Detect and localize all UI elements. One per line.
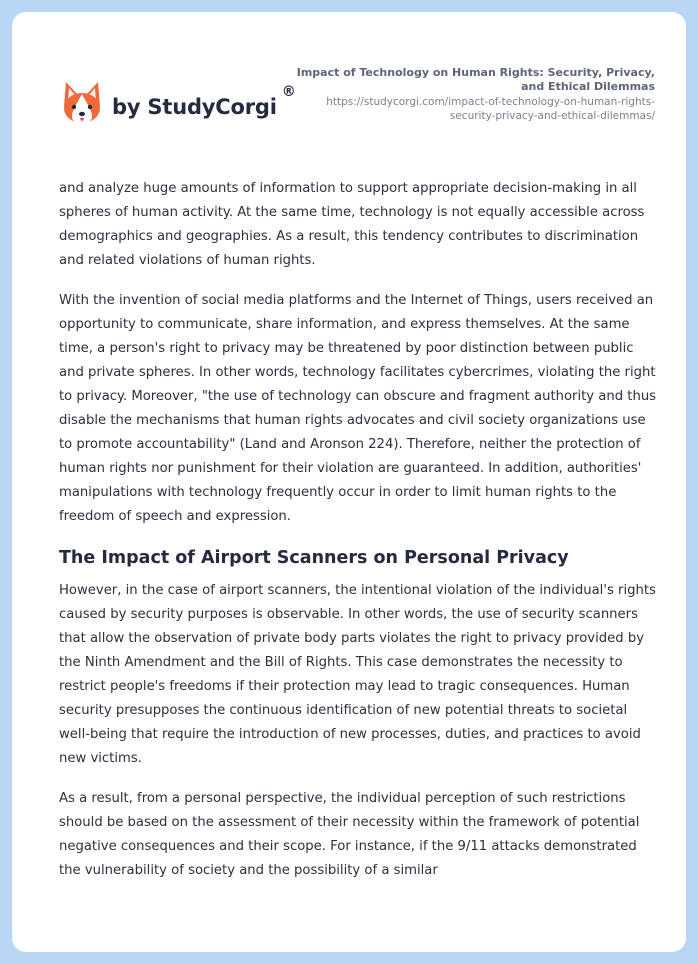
- paragraph: As a result, from a personal perspective, the individual perception of such restrictions should be based on the assessment of their necessity within the framework of potential negative consequences and their scope. For instance, if the 9/11 attacks demonstrated the vulnerability of society and the possibility of a similar: [59, 791, 640, 878]
- document-header-meta: [295, 66, 655, 123]
- paragraph: However, in the case of airport scanners, the intentional violation of the individual's rights caused by security purposes is observable. In other words, the use of security scanners that allow the observation of private body parts violates the right to privacy provided by the Ninth Amendment and the Bill of Rights. This case demonstrates the necessity to restrict people's freedoms if their protection may lead to tragic consequences. Human security presupposes the continuous identification of new potential threats to societal well-being that require the introduction of new processes, duties, and practices to avoid new victims.: [59, 583, 656, 766]
- document-url[interactable]: https://studycorgi.com/impact-of-technology-on-human-rights-security-privacy-and-ethical-dilemmas/: [326, 96, 655, 122]
- section-heading: The Impact of Airport Scanners on Personal Privacy: [59, 548, 569, 568]
- document-body: [59, 177, 659, 899]
- studycorgi-logo[interactable]: [60, 76, 296, 132]
- document-title: Impact of Technology on Human Rights: Security, Privacy, and Ethical Dilemmas: [296, 66, 655, 93]
- corgi-logo-icon: [60, 80, 104, 128]
- paragraph: With the invention of social media platforms and the Internet of Things, users received an opportunity to communicate, share information, and express themselves. At the same time, a person's right to privacy may be threatened by poor distinction between public and private spheres. In other words, technology facilitates cybercrimes, violating the right to privacy. Moreover, "the use of technology can obscure and fragment authority and thus disable the mechanisms that human rights advocates and civil society organizations use to promote accountability" (Land and Aronson 224). Therefore, neither the protection of human rights nor punishment for their violation are guaranteed. In addition, authorities' manipulations with technology frequently occur in order to limit human rights to the freedom of speech and expression.: [59, 293, 657, 524]
- document-page: [12, 12, 686, 952]
- logo-text: by StudyCorgi: [112, 95, 277, 119]
- paragraph: and analyze huge amounts of information to support appropriate decision-making in all spheres of human activity. At the same time, technology is not equally accessible across demographics and geographies. As a result, this tendency contributes to discrimination and related violations of human rights.: [59, 181, 645, 268]
- registered-mark: ®: [281, 84, 296, 100]
